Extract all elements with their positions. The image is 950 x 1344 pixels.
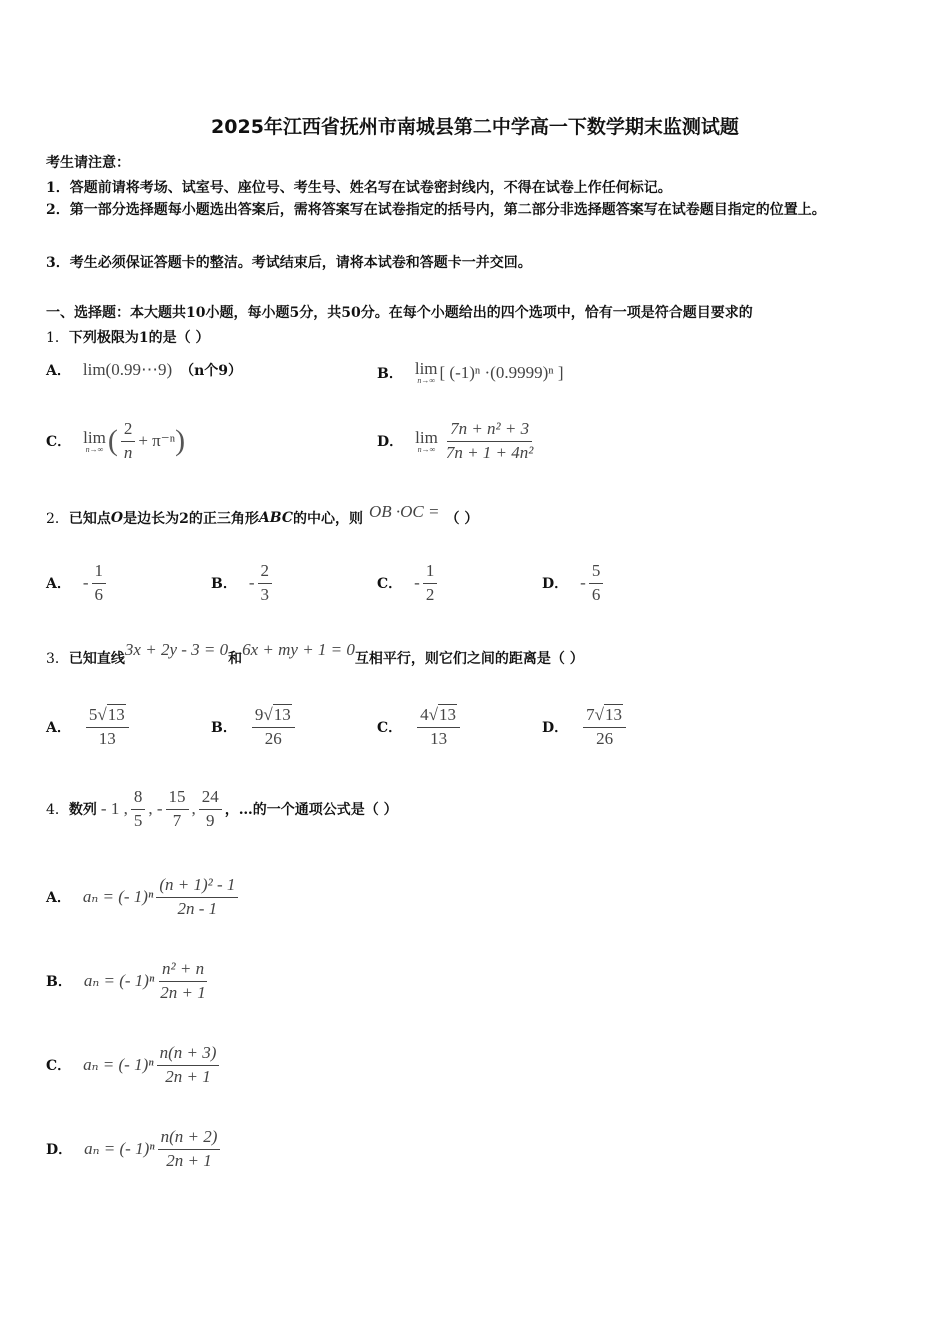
option-label: C． (46, 1058, 72, 1075)
formula: $\frac{4√13}{13}$ (414, 706, 463, 748)
question-4 (46, 788, 398, 830)
question-stem: 和 (228, 651, 243, 667)
right-paren: ) (175, 424, 186, 458)
q1-option-a[interactable] (46, 360, 242, 380)
q3-option-c[interactable] (377, 706, 463, 748)
formula: $\frac{9√13}{26}$ (249, 706, 298, 748)
option-label: C． (377, 576, 403, 593)
formula: aₙ = (- 1)ⁿ $\frac{\text{(n + 1)² - 1}}{2n - 1}$ (83, 876, 242, 918)
limit-operator: lim n→∞ (83, 427, 106, 454)
q2-option-d[interactable] (542, 562, 606, 604)
notice-heading: 考生请注意： (46, 155, 130, 171)
option-label: B． (211, 720, 237, 737)
q1-option-b[interactable] (377, 360, 564, 385)
fraction-tail: + π⁻ⁿ (138, 431, 176, 451)
option-label: C． (377, 720, 403, 737)
question-stem: 下列极限为1的是（ ） (68, 330, 210, 346)
question-stem: 已知点 (68, 511, 111, 527)
section-heading: 一、选择题：本大题共10小题，每小题5分，共50分。在每个小题给出的四个选项中，恰有一项是符合题目要求的 (46, 305, 753, 321)
option-label: D． (377, 434, 404, 451)
q2-option-b[interactable] (211, 562, 275, 604)
option-label: B． (211, 576, 237, 593)
option-label: D． (46, 1142, 73, 1159)
question-number: 4． (46, 802, 69, 819)
fraction: $\frac{\text{7n + n² + 3}}{\text{7n + 1 + 4n²}}$ (445, 419, 534, 462)
line-equation-2: 6x + my + 1 = 0 (242, 640, 355, 659)
limit-expression: [ (-1)ⁿ ·(0.9999)ⁿ ] (439, 362, 564, 382)
q2-option-c[interactable] (377, 562, 440, 604)
option-label: A． (46, 363, 71, 379)
option-label: B． (46, 974, 72, 991)
q4-option-c[interactable] (46, 1044, 222, 1086)
formula: aₙ = (- 1)ⁿ $\frac{n(n + 3)}{2n + 1}$ (83, 1044, 222, 1086)
q3-option-d[interactable] (542, 706, 629, 748)
option-label: C． (46, 434, 72, 451)
question-stem: 数列 (68, 802, 97, 819)
formula: - $\frac{1}{6}$ (83, 562, 109, 604)
triangle-label: ABC (258, 510, 293, 526)
question-1 (46, 327, 210, 347)
limit-operator: lim n→∞ (414, 359, 438, 385)
q4-option-a[interactable] (46, 876, 241, 918)
formula: - $\frac{1}{2}$ (414, 562, 440, 604)
option-label: A． (46, 576, 71, 593)
formula: - $\frac{2}{3}$ (249, 562, 275, 604)
point-label: O (110, 510, 124, 526)
q3-option-b[interactable] (211, 706, 298, 748)
option-label: A． (46, 890, 71, 907)
question-stem: 已知直线 (68, 651, 125, 667)
q1-option-c[interactable] (46, 420, 185, 462)
limit-operator: lim n→∞ (415, 427, 438, 454)
q4-option-d[interactable] (46, 1128, 223, 1170)
q1-option-d[interactable] (377, 420, 539, 462)
question-stem: 互相平行，则它们之间的距离是（ ） (354, 651, 584, 667)
q4-option-b[interactable] (46, 960, 212, 1002)
formula: aₙ = (- 1)ⁿ $\frac{\text{n² + n}}{2n + 1}$ (83, 959, 206, 1002)
question-stem: 是边长为2的正三角形 (123, 511, 259, 527)
question-number: 2． (46, 511, 69, 527)
option-note: （n个9） (180, 363, 243, 379)
question-stem: （ ） (445, 511, 479, 527)
question-3 (46, 640, 584, 668)
q3-option-a[interactable] (46, 706, 132, 748)
option-label: D． (542, 576, 569, 593)
formula (83, 360, 172, 380)
sequence-terms: - 1 , $\frac{8}{5}$ , - $\frac{15}{7}$ , $\frac{24}{9}$ (101, 788, 225, 830)
question-number: 1． (46, 330, 69, 346)
question-number: 3． (46, 651, 69, 667)
formula: $\frac{7√13}{26}$ (580, 706, 629, 748)
fraction: $\frac{2}{n}$ (121, 420, 136, 462)
option-label: D． (542, 720, 569, 737)
left-paren: ( (107, 424, 118, 458)
question-stem: 的中心，则 (292, 511, 363, 527)
line-equation-1: 3x + 2y - 3 = 0 (124, 640, 229, 659)
formula (83, 420, 185, 462)
notice-item-2: 2．第一部分选择题每小题选出答案后，需将答案写在试卷指定的括号内，第二部分非选择题答案写在试卷题目指定的位置上。 (46, 202, 826, 218)
page-title: 2025年江西省抚州市南城县第二中学高一下数学期末监测试题 (211, 116, 739, 138)
formula: $\frac{5√13}{13}$ (83, 706, 132, 748)
notice-item-3: 3．考生必须保证答题卡的整洁。考试结束后，请将本试卷和答题卡一并交回。 (46, 255, 532, 271)
formula: - $\frac{5}{6}$ (580, 562, 606, 604)
formula: aₙ = (- 1)ⁿ $\frac{n(n + 2)}{2n + 1}$ (84, 1128, 223, 1170)
q2-option-a[interactable] (46, 562, 109, 604)
dot-product-expression: OB ·OC = (368, 502, 440, 521)
formula (415, 360, 564, 385)
option-label: B． (377, 365, 403, 382)
limit-expression: lim(0.99⋯9) (82, 360, 173, 379)
option-label: A． (46, 720, 71, 737)
notice-item-1: 1．答题前请将考场、试室号、座位号、考生号、姓名写在试卷密封线内，不得在试卷上作任何标记。 (46, 180, 672, 196)
formula (415, 420, 539, 462)
question-stem: ，…的一个通项公式是（ ） (224, 802, 398, 819)
question-2 (46, 502, 479, 528)
